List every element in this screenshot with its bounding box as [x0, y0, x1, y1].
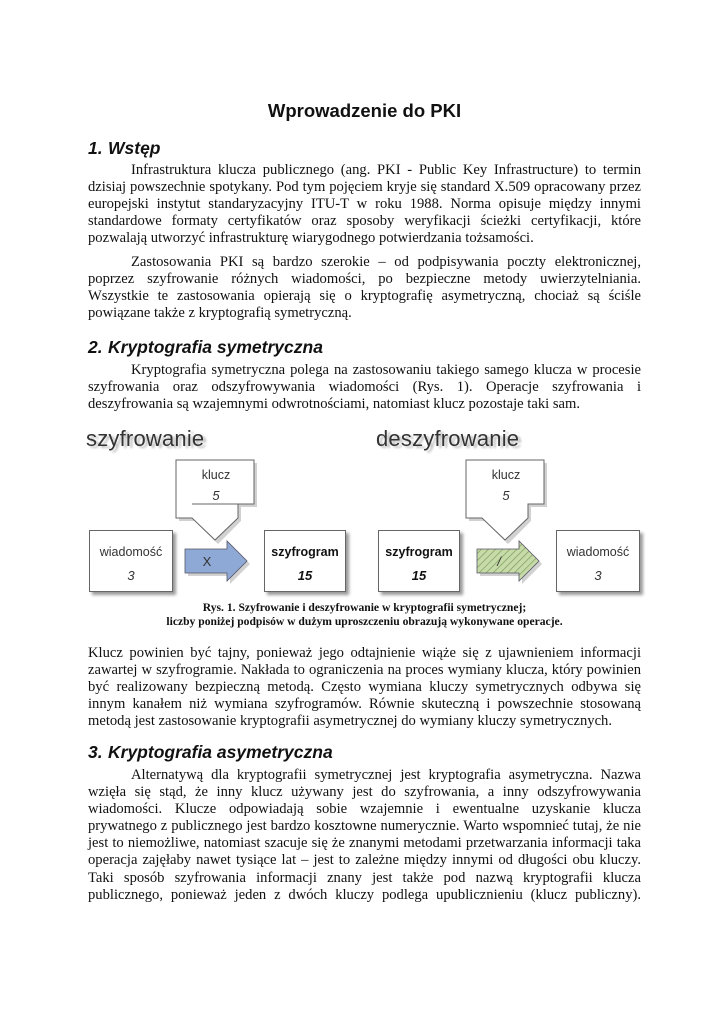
text-line: metodą jest zastosowanie kryptografii asymetrycznej do wymiany kluczy symetrycznych.: [88, 713, 612, 730]
text-line: jest to niemożliwe, natomiast szacuje się że znanymi metodami przetwarzania informacji taka: [88, 835, 641, 852]
text-line: innym kanałem niż wymiana szyfrogramów. Równie skuteczną i powszechnie stosowaną: [88, 696, 641, 713]
text-line: standardowe formaty certyfikatów oraz sposoby weryfikacji ścieżki certyfikacji, które: [88, 213, 641, 230]
encrypt-operation: X: [202, 554, 212, 569]
decrypt-key-label: klucz: [491, 468, 521, 482]
paragraph: [88, 362, 641, 413]
text-line: Klucz powinien być tajny, ponieważ jego odtajnienie wiąże się z ujawnieniem informacji: [88, 645, 641, 661]
caption-line: Rys. 1. Szyfrowanie i deszyfrowanie w kryptografii symetrycznej;: [202, 601, 527, 614]
box-label: wiadomość: [566, 545, 630, 559]
encrypt-input-box: [89, 530, 173, 592]
encrypt-key-label: klucz: [201, 468, 231, 482]
section-title: Kryptografia symetryczna: [108, 337, 323, 357]
paragraph: [88, 767, 641, 904]
box-value: 3: [127, 568, 135, 583]
section-2-heading: [88, 337, 323, 358]
decrypt-title: deszyfrowanie: [376, 426, 520, 451]
paragraph: [88, 645, 641, 730]
text-line: dzisiaj powszechnie spotykany. Pod tym pojęciem kryje się standard X.509 opracowany przez: [88, 179, 641, 196]
text-line: poprzez szyfrowanie różnych wiadomości, po bezpieczne metody uwierzytelniania.: [88, 271, 641, 288]
box-label: szyfrogram: [271, 545, 339, 559]
text-line: prywatnego z publicznego jest bardzo kosztowne numerycznie. Warto wspomnieć tutaj, że nie: [88, 818, 641, 835]
section-title: Kryptografia asymetryczna: [108, 742, 333, 762]
text-line: Taki sposób szyfrowania informacji znany jest także pod nazwą kryptografii klucza: [88, 869, 641, 886]
caption-line: liczby poniżej podpisów w dużym uproszczeniu obrazują wykonywane operacje.: [166, 615, 563, 628]
text-line: Wszystkie te zastosowania opierają się o kryptografię asymetryczną, chociaż są ściśle: [88, 288, 641, 305]
section-title: Wstęp: [108, 138, 161, 158]
figure-caption: [88, 601, 641, 629]
paragraph: [88, 254, 641, 322]
text-line: wiadomości. Klucze odpowiadają sobie wzajemnie i ewentualne uzyskanie klucza: [88, 801, 641, 818]
text-line: deszyfrowania są wzajemnymi odwrotnościami, natomiast klucz pozostaje taki sam.: [88, 396, 580, 413]
text-line: Zastosowania PKI są bardzo szerokie – od podpisywania poczty elektronicznej,: [131, 254, 641, 270]
encrypt-key-value: 5: [212, 488, 220, 503]
figure-symmetric-crypto: [88, 424, 641, 596]
decrypt-operation: /: [497, 554, 501, 569]
text-line: szyfrowania oraz odszyfrowywania wiadomości (Rys. 1). Operacje szyfrowania i: [88, 379, 641, 396]
box-value: 15: [297, 568, 313, 583]
paragraph: [88, 162, 641, 247]
text-line: pozwalają utworzyć infrastrukturę wiarygodnego potwierdzania tożsamości.: [88, 230, 534, 247]
decrypt-input-box: [378, 530, 460, 592]
section-number: 3.: [88, 742, 103, 762]
box-label: wiadomość: [99, 545, 163, 559]
text-line: publicznego, ponieważ jeden z dwóch kluczy podlega upublicznieniu (klucz publiczny).: [88, 886, 641, 903]
box-value: 15: [411, 568, 427, 583]
section-number: 2.: [88, 337, 103, 357]
text-line: Kryptografia symetryczna polega na zastosowaniu takiego samego klucza w procesie: [131, 362, 641, 378]
text-line: operacja zajęłaby nawet tysiące lat – jest to zależne między innymi od długości obu kluczy.: [88, 852, 641, 869]
section-3-heading: [88, 742, 333, 763]
encrypt-title: szyfrowanie: [86, 426, 205, 451]
text-line: wzięła się stąd, że inny klucz używany jest do szyfrowania, a inny odszyfrowywania: [88, 784, 641, 801]
box-value: 3: [594, 568, 602, 583]
text-line: być realizowany bezpieczną metodą. Często wymiana kluczy symetrycznych odbywa się: [88, 679, 641, 696]
encrypt-output-box: [264, 530, 346, 592]
text-line: zawartej w szyfrogramie. Nakłada to ograniczenia na proces wymiany klucza, który powinien: [88, 662, 641, 679]
decrypt-key-value: 5: [502, 488, 510, 503]
text-line: Infrastruktura klucza publicznego (ang. PKI - Public Key Infrastructure) to termin: [131, 162, 641, 178]
section-1-heading: [88, 138, 161, 159]
section-number: 1.: [88, 138, 103, 158]
text-line: europejski instytut standaryzacyjny ITU-T w roku 1988. Norma opisuje między innymi: [88, 196, 641, 213]
text-line: powiązane także z kryptografią symetryczną.: [88, 305, 352, 322]
text-line: Alternatywą dla kryptografii symetrycznej jest kryptografia asymetryczna. Nazwa: [131, 767, 641, 783]
box-label: szyfrogram: [385, 545, 453, 559]
decrypt-output-box: [556, 530, 640, 592]
document-title: Wprowadzenie do PKI: [267, 100, 462, 121]
